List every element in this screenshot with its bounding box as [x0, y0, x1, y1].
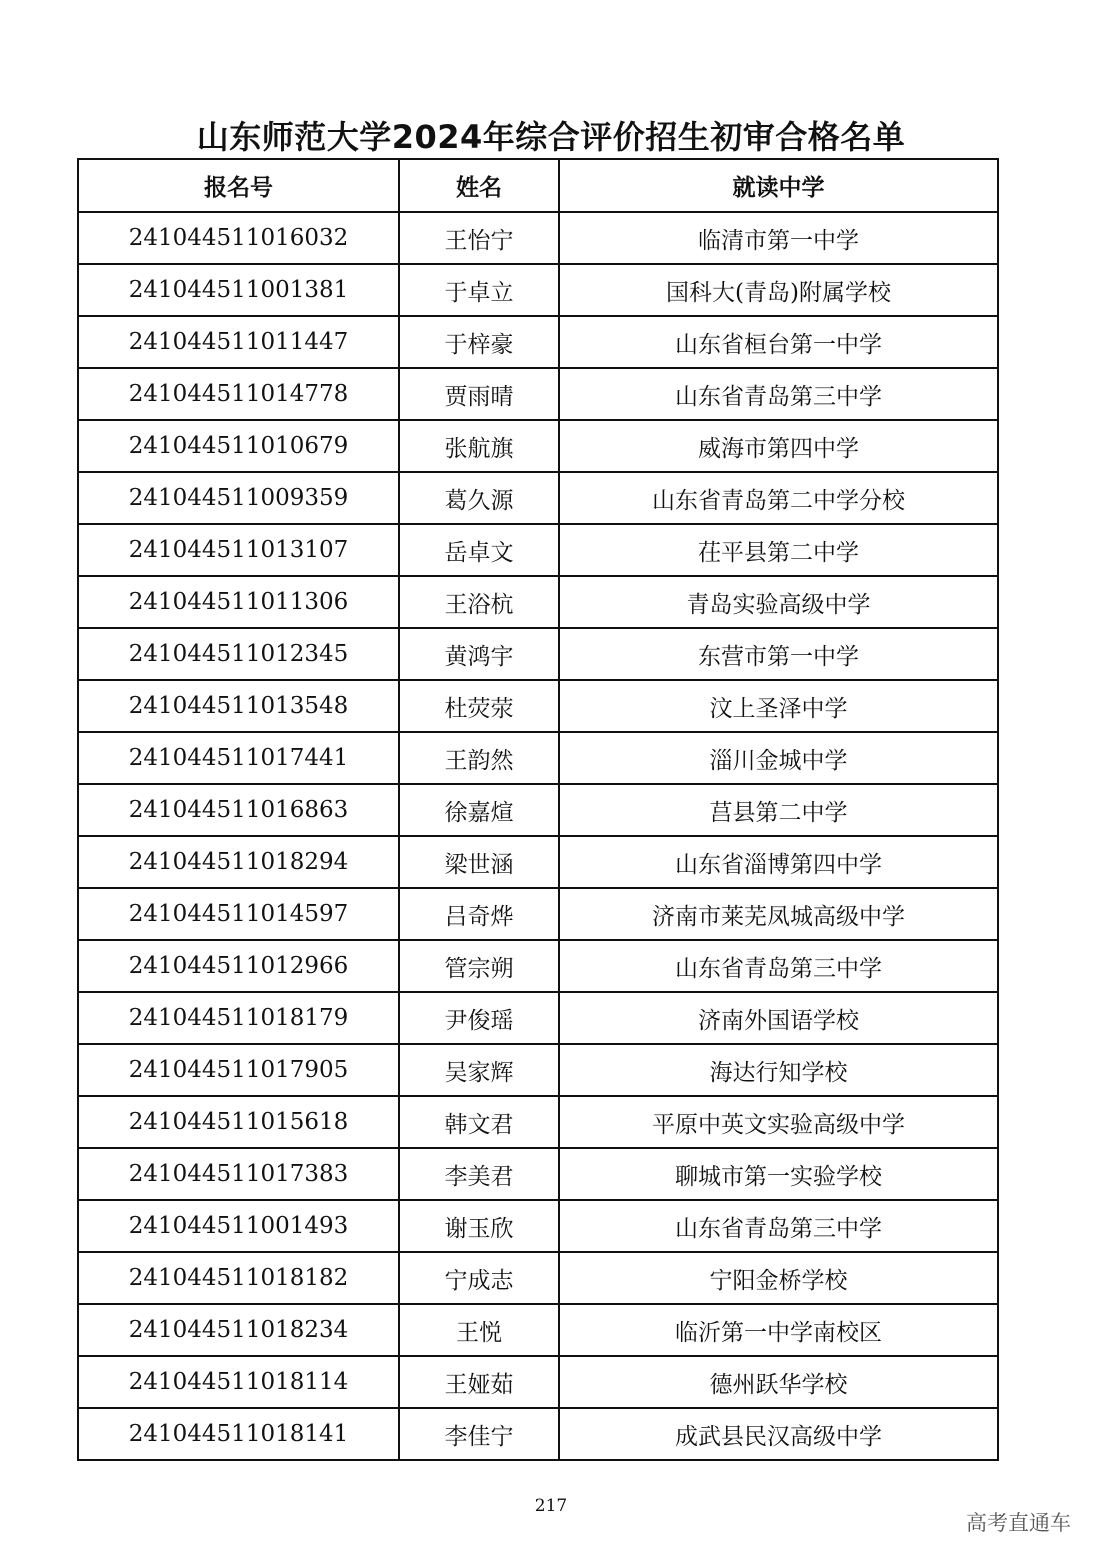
cell-school: 威海市第四中学	[559, 420, 998, 472]
table-row	[78, 1356, 998, 1408]
cell-name: 宁成志	[399, 1252, 559, 1304]
cell-name: 贾雨晴	[399, 368, 559, 420]
header-registration-number: 报名号	[78, 159, 399, 212]
table-row	[78, 784, 998, 836]
cell-school: 国科大(青岛)附属学校	[559, 264, 998, 316]
cell-name: 于卓立	[399, 264, 559, 316]
cell-registration-number: 241044511018179	[78, 992, 399, 1044]
cell-registration-number: 241044511018141	[78, 1408, 399, 1460]
table-row	[78, 1096, 998, 1148]
cell-school: 海达行知学校	[559, 1044, 998, 1096]
cell-name: 王怡宁	[399, 212, 559, 264]
cell-school: 济南外国语学校	[559, 992, 998, 1044]
cell-registration-number: 241044511001493	[78, 1200, 399, 1252]
table-row	[78, 1304, 998, 1356]
cell-name: 黄鸿宇	[399, 628, 559, 680]
cell-school: 山东省青岛第三中学	[559, 1200, 998, 1252]
table-row	[78, 1408, 998, 1460]
cell-name: 王韵然	[399, 732, 559, 784]
cell-school: 平原中英文实验高级中学	[559, 1096, 998, 1148]
cell-registration-number: 241044511018182	[78, 1252, 399, 1304]
table-row	[78, 576, 998, 628]
table-row	[78, 1252, 998, 1304]
cell-school: 山东省青岛第三中学	[559, 940, 998, 992]
cell-registration-number: 241044511012345	[78, 628, 399, 680]
cell-name: 吕奇烨	[399, 888, 559, 940]
cell-registration-number: 241044511017383	[78, 1148, 399, 1200]
cell-school: 汶上圣泽中学	[559, 680, 998, 732]
cell-registration-number: 241044511017441	[78, 732, 399, 784]
page-number: 217	[534, 1496, 568, 1516]
table-row	[78, 524, 998, 576]
cell-registration-number: 241044511011306	[78, 576, 399, 628]
cell-school: 山东省青岛第三中学	[559, 368, 998, 420]
cell-school: 东营市第一中学	[559, 628, 998, 680]
cell-name: 梁世涵	[399, 836, 559, 888]
table-row	[78, 472, 998, 524]
cell-registration-number: 241044511009359	[78, 472, 399, 524]
cell-registration-number: 241044511018234	[78, 1304, 399, 1356]
cell-name: 杜荧荥	[399, 680, 559, 732]
cell-name: 吴家辉	[399, 1044, 559, 1096]
table-row	[78, 264, 998, 316]
table-row	[78, 1148, 998, 1200]
page-title: 山东师范大学2024年综合评价招生初审合格名单	[196, 118, 906, 156]
cell-name: 岳卓文	[399, 524, 559, 576]
cell-school: 山东省桓台第一中学	[559, 316, 998, 368]
cell-name: 张航旗	[399, 420, 559, 472]
cell-name: 葛久源	[399, 472, 559, 524]
cell-school: 济南市莱芜凤城高级中学	[559, 888, 998, 940]
cell-school: 青岛实验高级中学	[559, 576, 998, 628]
cell-registration-number: 241044511016863	[78, 784, 399, 836]
cell-registration-number: 241044511001381	[78, 264, 399, 316]
table-row	[78, 940, 998, 992]
table-row	[78, 732, 998, 784]
cell-name: 李美君	[399, 1148, 559, 1200]
cell-school: 临清市第一中学	[559, 212, 998, 264]
cell-registration-number: 241044511014597	[78, 888, 399, 940]
table-header-row	[78, 159, 998, 212]
cell-registration-number: 241044511011447	[78, 316, 399, 368]
table-row	[78, 680, 998, 732]
cell-registration-number: 241044511015618	[78, 1096, 399, 1148]
cell-school: 茌平县第二中学	[559, 524, 998, 576]
table-row	[78, 888, 998, 940]
watermark-text: 高考直通车	[966, 1511, 1071, 1535]
cell-name: 于梓豪	[399, 316, 559, 368]
cell-school: 莒县第二中学	[559, 784, 998, 836]
cell-registration-number: 241044511013107	[78, 524, 399, 576]
cell-name: 王浴杭	[399, 576, 559, 628]
table-row	[78, 368, 998, 420]
cell-name: 尹俊瑶	[399, 992, 559, 1044]
cell-name: 王娅茹	[399, 1356, 559, 1408]
cell-school: 德州跃华学校	[559, 1356, 998, 1408]
cell-school: 临沂第一中学南校区	[559, 1304, 998, 1356]
cell-registration-number: 241044511018114	[78, 1356, 399, 1408]
cell-school: 成武县民汉高级中学	[559, 1408, 998, 1460]
cell-registration-number: 241044511016032	[78, 212, 399, 264]
table-row	[78, 420, 998, 472]
cell-school: 聊城市第一实验学校	[559, 1148, 998, 1200]
cell-registration-number: 241044511018294	[78, 836, 399, 888]
table-row	[78, 212, 998, 264]
table-body	[78, 212, 998, 1460]
table-row	[78, 628, 998, 680]
header-school: 就读中学	[559, 159, 998, 212]
cell-school: 山东省淄博第四中学	[559, 836, 998, 888]
cell-registration-number: 241044511012966	[78, 940, 399, 992]
table-row	[78, 836, 998, 888]
cell-school: 宁阳金桥学校	[559, 1252, 998, 1304]
cell-registration-number: 241044511010679	[78, 420, 399, 472]
cell-name: 谢玉欣	[399, 1200, 559, 1252]
header-name: 姓名	[399, 159, 559, 212]
cell-name: 徐嘉煊	[399, 784, 559, 836]
cell-name: 王悦	[399, 1304, 559, 1356]
table-row	[78, 1044, 998, 1096]
cell-registration-number: 241044511017905	[78, 1044, 399, 1096]
cell-school: 山东省青岛第二中学分校	[559, 472, 998, 524]
table-row	[78, 1200, 998, 1252]
table-row	[78, 992, 998, 1044]
cell-name: 李佳宁	[399, 1408, 559, 1460]
cell-school: 淄川金城中学	[559, 732, 998, 784]
cell-name: 韩文君	[399, 1096, 559, 1148]
cell-name: 管宗朔	[399, 940, 559, 992]
cell-registration-number: 241044511013548	[78, 680, 399, 732]
table-row	[78, 316, 998, 368]
roster-table	[77, 158, 999, 1461]
cell-registration-number: 241044511014778	[78, 368, 399, 420]
